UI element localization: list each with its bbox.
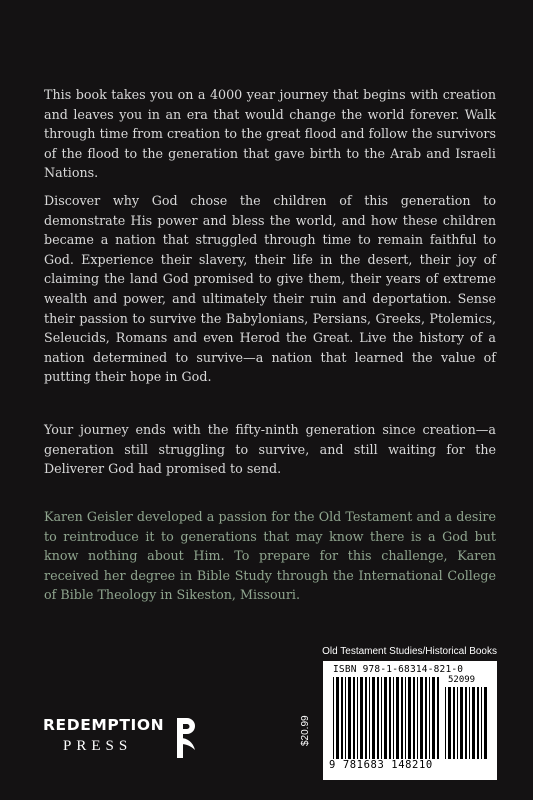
barcode-bar xyxy=(432,677,435,759)
barcode-bar xyxy=(429,677,430,759)
description-paragraph-1: This book takes you on a 4000 year journey that begins with creation and leaves you in an era that would change the world forever. Walk through time from creation to the great flood and follow the survivors of the flood to the generation that gave birth to the Arab and Israeli Nations. xyxy=(44,87,496,181)
barcode-bar xyxy=(377,677,379,759)
publisher-name-line1: REDEMPTION xyxy=(43,716,165,734)
barcode-bar xyxy=(445,687,446,759)
addon-number: 52099 xyxy=(448,675,476,685)
publisher-p-mark-icon xyxy=(175,716,197,760)
barcode-bar xyxy=(384,677,387,759)
barcode-bar xyxy=(420,677,423,759)
addon-barcode-bars xyxy=(445,687,489,759)
barcode-bar xyxy=(401,677,403,759)
barcode-bar xyxy=(460,687,463,759)
barcode-bar xyxy=(457,687,458,759)
barcode-bar xyxy=(345,677,346,759)
barcode xyxy=(323,661,497,780)
barcode-bar xyxy=(381,677,382,759)
publisher-name-line2: PRESS xyxy=(63,738,133,754)
price-text: $20.99 xyxy=(300,715,311,746)
barcode-bar xyxy=(365,677,367,759)
ean-barcode-bars xyxy=(333,677,441,759)
publisher-logo xyxy=(43,716,193,766)
barcode-bar xyxy=(448,687,451,759)
barcode-bar xyxy=(353,677,355,759)
barcode-bar xyxy=(336,677,339,759)
barcode-bar xyxy=(472,687,475,759)
ean-number: 9 781683 148210 xyxy=(329,759,433,771)
barcode-bar xyxy=(484,687,487,759)
barcode-bar xyxy=(357,677,358,759)
barcode-bar xyxy=(360,677,363,759)
barcode-bar xyxy=(389,677,391,759)
author-bio: Karen Geisler developed a passion for the Old Testament and a desire to reintroduce it to generations that may know there is a God but know nothing about Him. To prepare for this challenge, Karen received her degree in Bible Study through the International College of Bible Theology in Sikeston, Missouri. xyxy=(44,509,496,603)
barcode-bar xyxy=(425,677,427,759)
barcode-bar xyxy=(393,677,394,759)
description-paragraph-3: Your journey ends with the fifty-ninth generation since creation—a generation still struggling to survive, and still waiting for the Deliverer God had promised to send. xyxy=(44,422,496,477)
barcode-bar xyxy=(333,677,334,759)
barcode-bar xyxy=(372,677,375,759)
barcode-bar xyxy=(465,687,467,759)
barcode-bar xyxy=(405,677,406,759)
barcode-bar xyxy=(437,677,439,759)
barcode-bar xyxy=(408,677,411,759)
category-label: Old Testament Studies/Historical Books xyxy=(322,646,497,657)
barcode-bar xyxy=(481,687,482,759)
barcode-bar xyxy=(413,677,415,759)
barcode-bar xyxy=(348,677,351,759)
barcode-bar xyxy=(396,677,399,759)
barcode-bar xyxy=(369,677,370,759)
barcode-bar xyxy=(417,677,418,759)
description-paragraph-2: Discover why God chose the children of this generation to demonstrate His power and bless the world, and how these children became a nation that struggled through time to remain faithful to God. Experience their slavery, their life in the desert, their joy of claiming the land God promised to give them, their years of extreme wealth and power, and ultimately their ruin and deportation. Sense their passion to survive the Babylonians, Persians, Greeks, Ptolemics, Seleucids, Romans and even Herod the Great. Live the history of a nation determined to survive—a nation that learned the value of putting their hope in God. xyxy=(44,193,496,385)
barcode-bar xyxy=(469,687,470,759)
barcode-bar xyxy=(341,677,343,759)
barcode-bar xyxy=(477,687,479,759)
barcode-bar xyxy=(453,687,455,759)
isbn-label: ISBN 978-1-68314-821-0 xyxy=(333,664,464,675)
